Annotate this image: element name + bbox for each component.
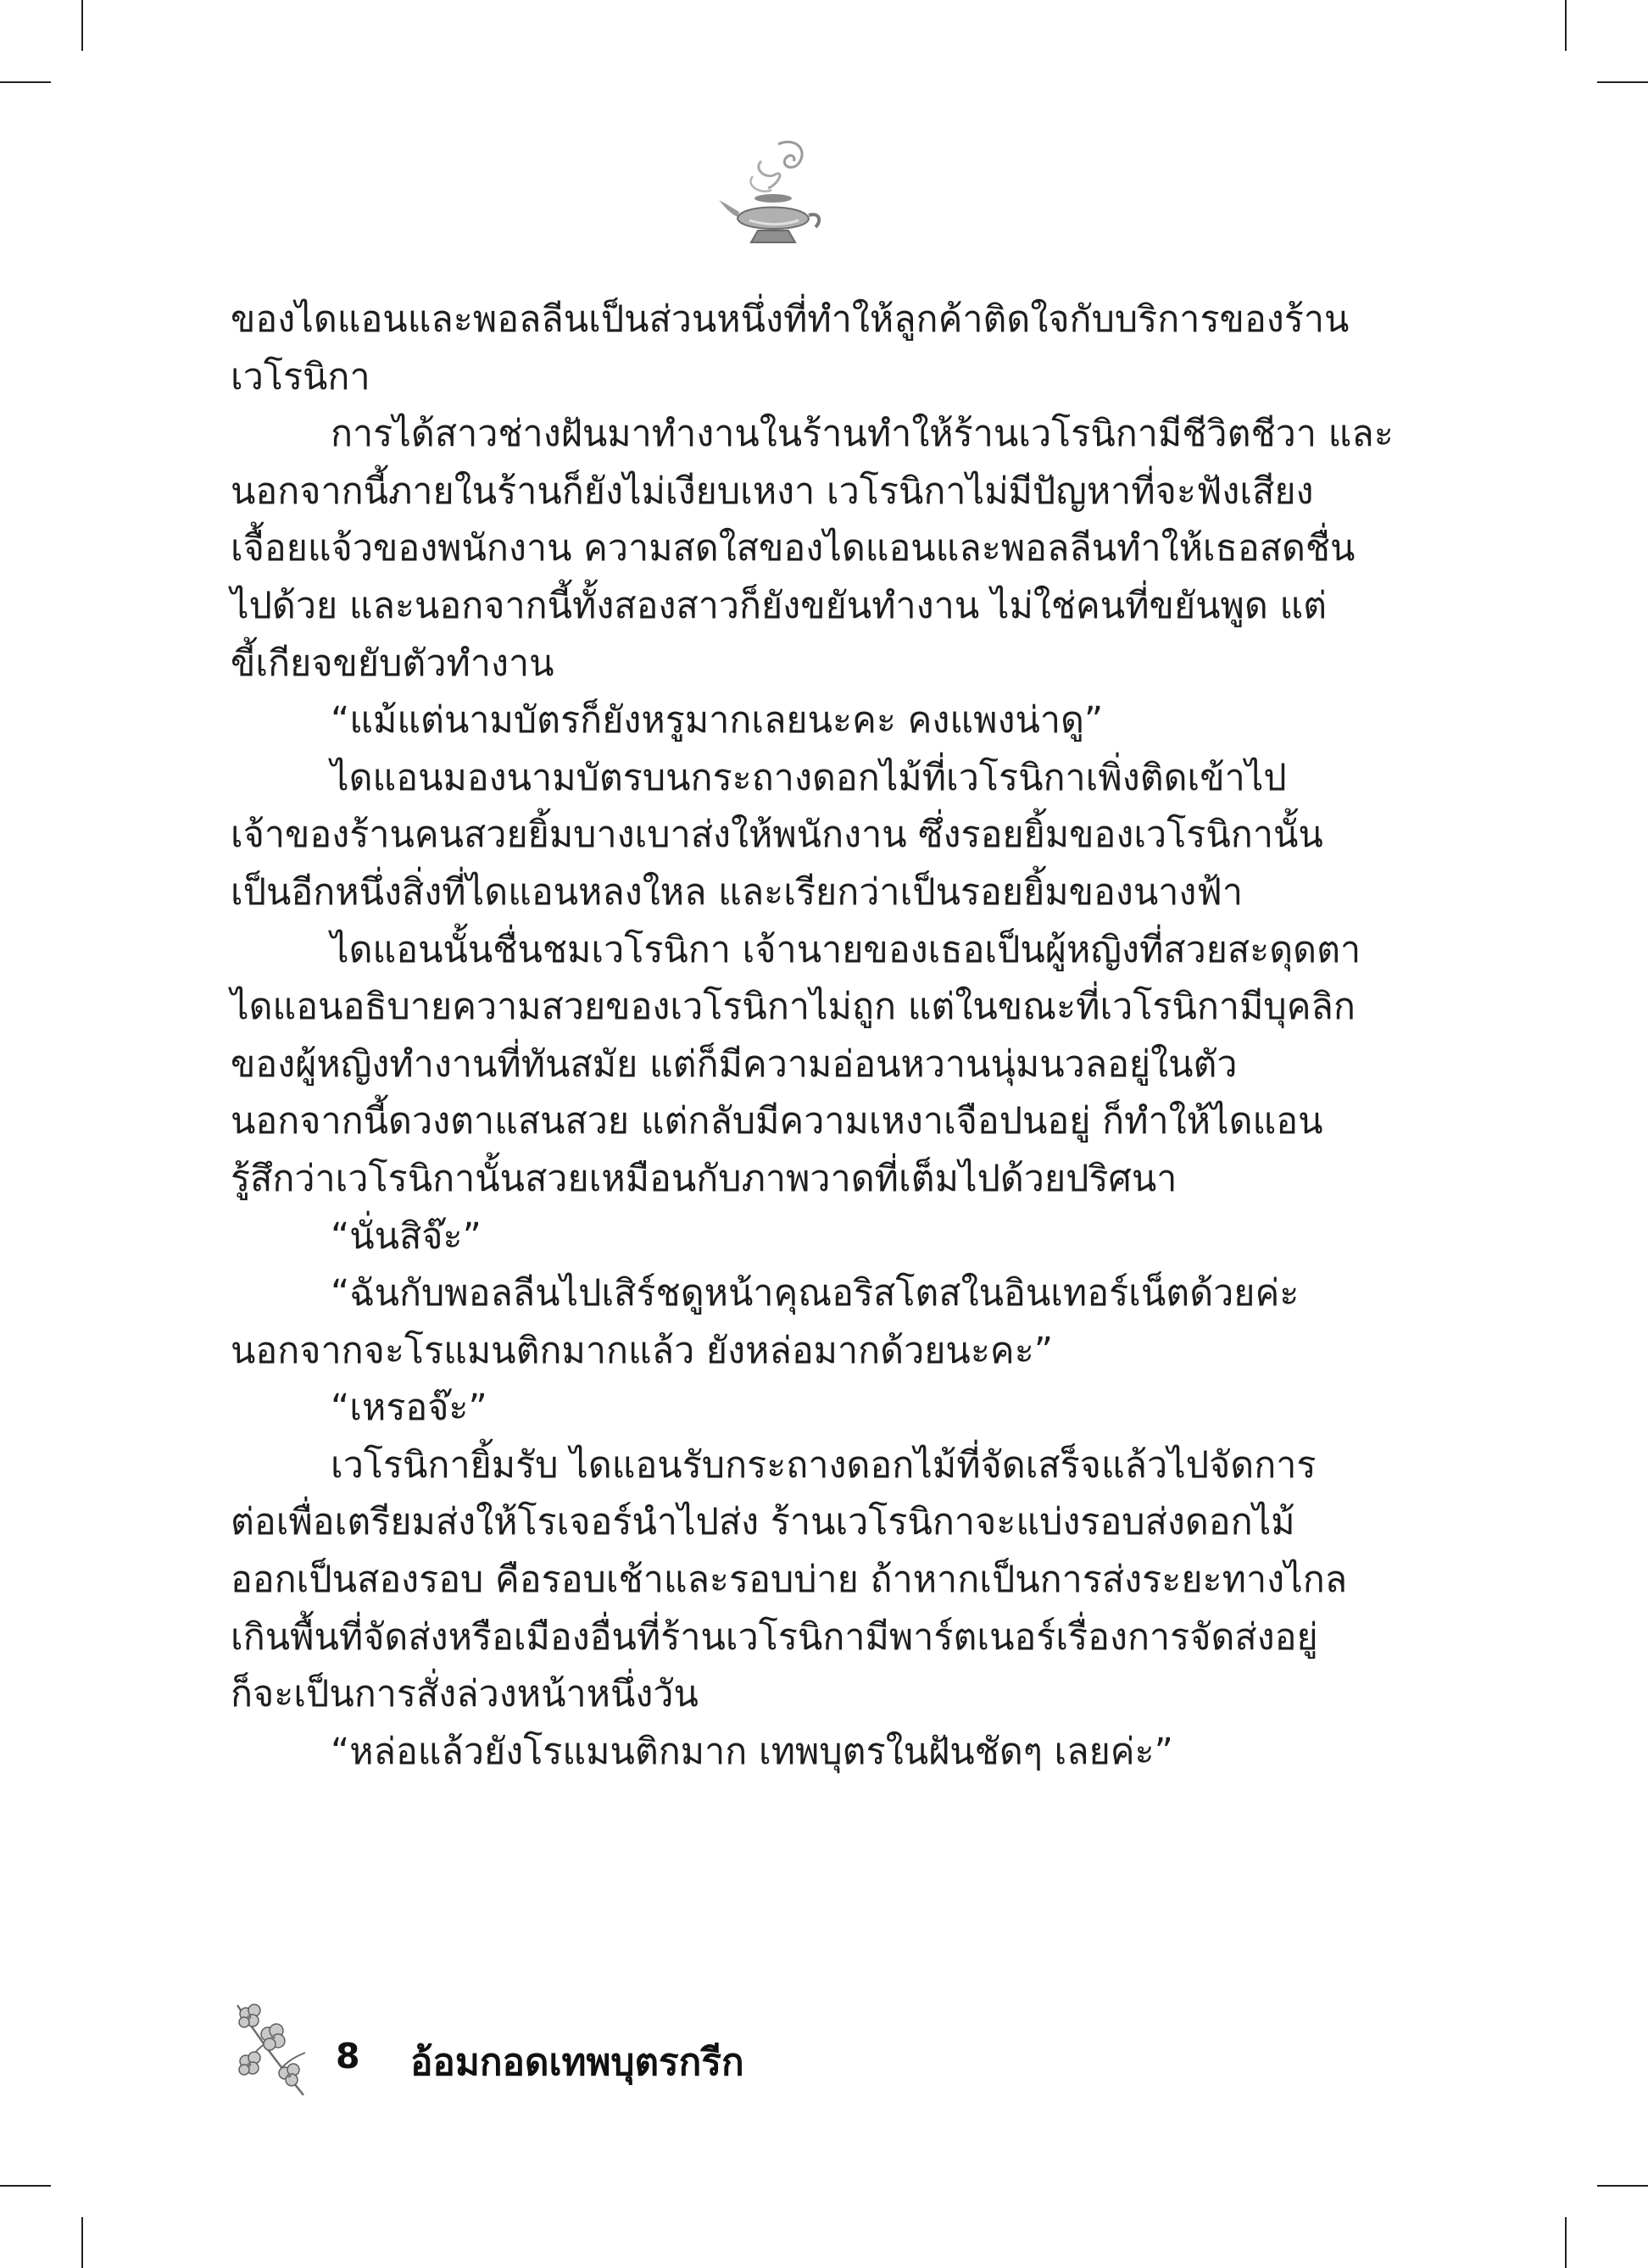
text-line: นอกจากจะโรแมนติกมากแล้ว ยังหล่อมากด้วยนะคะ” bbox=[231, 1329, 1054, 1372]
text-line: นอกจากนี้ดวงตาแสนสวย แต่กลับมีความเหงาเจือปนอยู่ ก็ทำให้ไดแอน bbox=[231, 1100, 1323, 1143]
text-line: นอกจากนี้ภายในร้านก็ยังไม่เงียบเหงา เวโรนิกาไม่มีปัญหาที่จะฟังเสียง bbox=[231, 470, 1314, 513]
text-line: “ฉันกับพอลลีนไปเสิร์ชดูหน้าคุณอริสโตสในอินเทอร์เน็ตด้วยค่ะ bbox=[331, 1272, 1300, 1315]
text-line: รู้สึกว่าเวโรนิกานั้นสวยเหมือนกับภาพวาดที่เต็มไปด้วยปริศนา bbox=[231, 1157, 1178, 1200]
text-line: ขี้เกียจขยับตัวทำงาน bbox=[231, 642, 554, 685]
genie-lamp-icon bbox=[719, 136, 824, 254]
text-line: เกินพื้นที่จัดส่งหรือเมืองอื่นที่ร้านเวโรนิกามีพาร์ตเนอร์เรื่องการจัดส่งอยู่ bbox=[231, 1615, 1318, 1659]
crop-mark bbox=[1597, 2185, 1648, 2187]
text-line: ไดแอนอธิบายความสวยของเวโรนิกาไม่ถูก แต่ในขณะที่เวโรนิกามีบุคลิก bbox=[231, 986, 1356, 1029]
text-line: เจ้าของร้านคนสวยยิ้มบางเบาส่งให้พนักงาน ซึ่งรอยยิ้มของเวโรนิกานั้น bbox=[231, 814, 1323, 857]
text-line: “เหรอจ๊ะ” bbox=[331, 1387, 487, 1430]
flower-icon bbox=[231, 2000, 311, 2098]
text-line: การได้สาวช่างฝันมาทำงานในร้านทำให้ร้านเวโรนิกามีชีวิตชีวา และ bbox=[331, 413, 1394, 456]
page-footer bbox=[231, 2000, 994, 2102]
crop-mark bbox=[81, 2217, 83, 2268]
text-line: ของผู้หญิงทำงานที่ทันสมัย แต่ก็มีความอ่อนหวานนุ่มนวลอยู่ในตัว bbox=[231, 1042, 1238, 1086]
text-line: ออกเป็นสองรอบ คือรอบเช้าและรอบบ่าย ถ้าหากเป็นการส่งระยะทางไกล bbox=[231, 1559, 1348, 1602]
text-line: ต่อเพื่อเตรียมส่งให้โรเจอร์นำไปส่ง ร้านเวโรนิกาจะแบ่งรอบส่งดอกไม้ bbox=[231, 1501, 1295, 1544]
body-text bbox=[231, 292, 1394, 1781]
book-title: อ้อมกอดเทพบุตรกรีก bbox=[410, 2041, 744, 2084]
text-line: ไปด้วย และนอกจากนี้ทั้งสองสาวก็ยังขยันทำงาน ไม่ใช่คนที่ขยันพูด แต่ bbox=[231, 584, 1328, 627]
text-line: เวโรนิกายิ้มรับ ไดแอนรับกระถางดอกไม้ที่จัดเสร็จแล้วไปจัดการ bbox=[331, 1443, 1317, 1487]
text-line: เวโรนิกา bbox=[231, 355, 370, 398]
text-line: ไดแอนนั้นชื่นชมเวโรนิกา เจ้านายของเธอเป็นผู้หญิงที่สวยสะดุดตา bbox=[331, 928, 1361, 971]
crop-mark bbox=[1597, 81, 1648, 83]
text-line: ของไดแอนและพอลลีนเป็นส่วนหนึ่งที่ทำให้ลูกค้าติดใจกับบริการของร้าน bbox=[231, 298, 1350, 341]
crop-mark bbox=[81, 0, 83, 51]
crop-mark bbox=[0, 81, 51, 83]
crop-mark bbox=[0, 2185, 51, 2187]
crop-mark bbox=[1565, 0, 1567, 51]
page-number: 8 bbox=[336, 2036, 360, 2076]
text-line: “แม้แต่นามบัตรก็ยังหรูมากเลยนะคะ คงแพงน่าดู” bbox=[331, 699, 1104, 742]
text-line: ก็จะเป็นการสั่งล่วงหน้าหนึ่งวัน bbox=[231, 1673, 699, 1716]
text-line: “นั่นสิจ๊ะ” bbox=[331, 1215, 482, 1258]
crop-mark bbox=[1565, 2217, 1567, 2268]
text-line: เจื้อยแจ้วของพนักงาน ความสดใสของไดแอนและพอลลีนทำให้เธอสดชื่น bbox=[231, 527, 1356, 570]
text-line: เป็นอีกหนึ่งสิ่งที่ไดแอนหลงใหล และเรียกว่าเป็นรอยยิ้มของนางฟ้า bbox=[231, 870, 1243, 914]
text-line: “หล่อแล้วยังโรแมนติกมาก เทพบุตรในฝันชัดๆ เลยค่ะ” bbox=[331, 1730, 1173, 1773]
text-line: ไดแอนมองนามบัตรบนกระถางดอกไม้ที่เวโรนิกาเพิ่งติดเข้าไป bbox=[331, 756, 1287, 799]
